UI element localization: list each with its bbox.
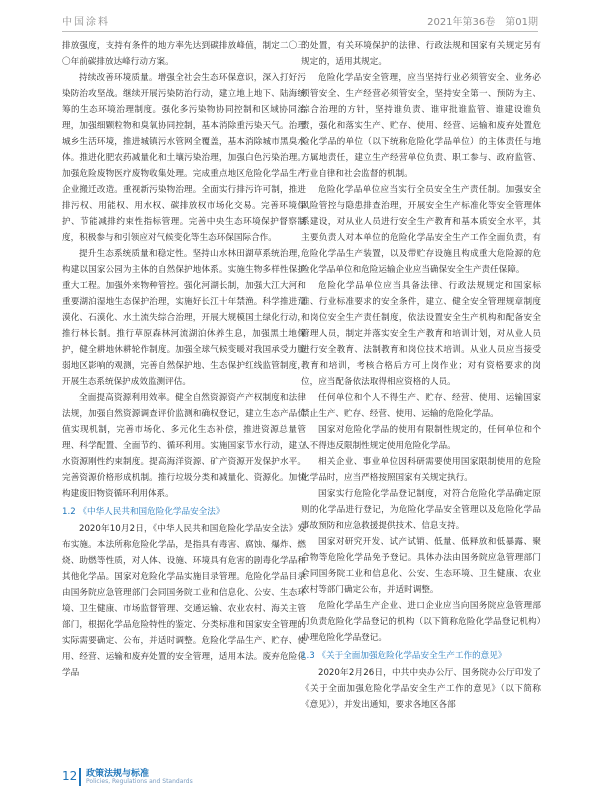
paragraph: 危险化学品单位应当实行全员安全生产责任制。加强安全风险管控与隐患排查治理，开展安全生产标准化等安全管理体系建设，对从业人员进行安全生产教育和基本质安全水平，其主要负责人对本单位的危险化学品安全生产工作全面负责，有危险化学品生产装置，以及带贮存设施且构成重大危险源的危险化学品单位和危险运输企业应当确保安全生产责任保障。 — [301, 185, 541, 275]
paragraph: 危险化学品单位应当具备法律、行政法规规定和国家标准、行业标准要求的安全条件，建立、健全安全管理规章制度和岗位安全生产责任制度，依法设置安全生产机构和配备安全管理人员，制定并落实安全生产教育和培训计划，对从业人员进行安全教育、法制教育和岗位技术培训。从业人员应当接受教育和培训，考核合格后方可上岗作业；对有资格要求的岗位，应当配备依法取得相应资格的人员。 — [301, 281, 541, 387]
paragraph: 2020年10月2日，《中华人民共和国危险化学品安全法》发布实施。本法所称危险化学品，是指具有毒害、腐蚀、爆炸、燃烧、助燃等性质，对人体、设施、环境具有危害的剧毒化学品和其他化学品。国家对危险化学品实施目录管理。危险化学品目录由国务院应急管理部门会同国务院工业和信息化、公安、生态环境、卫生健康、市场监督管理、交通运输、农业农村、海关主管部门，根据化学品危险特性的鉴定、分类标准和国家安全管理的实际需要确定、公布，并适时调整。危险化学品生产、贮存、使用、经营、运输和废弃处置的安全管理，适用本法。废弃危险化学品 — [62, 524, 306, 678]
section-heading: 1.2 《中华人民共和国危险化学品安全法》 — [62, 507, 225, 517]
paragraph: 国家实行危险化学品登记制度，对符合危险化学品确定原则的化学品进行登记，为危险化学品安全管理以及危险化学品事故预防和应急救援提供技术、信息支持。 — [301, 489, 541, 531]
paragraph: 危险化学品生产企业、进口企业应当向国务院应急管理部门负责危险化学品登记的机构（以下简称危险化学品登记机构）办理危险化学品登记。 — [301, 601, 541, 643]
page-header — [0, 0, 600, 40]
footer-section-title-en: Policies, Regulations and Standards — [86, 778, 193, 785]
paragraph: 全面提高资源利用效率。健全自然资源资产产权制度和法律法规，加强自然资源调查评价监测和确权登记，建立生态产品价值实现机制，完善市场化、多元化生态补偿，推进资源总量管理、科学配置、全面节约、循环利用。实施国家节水行动，建立水资源刚性约束制度。提高海洋资源、矿产资源开发保护水平。完善资源价格形成机制。推行垃圾分类和减量化、资源化。加快构建废旧物资循环利用体系。 — [62, 393, 306, 499]
paragraph: 相关企业、事业单位因科研需要使用国家限制使用的危险化学品时，应当严格按照国家有关规定执行。 — [301, 457, 541, 483]
header-rule — [62, 31, 538, 32]
paragraph: 危险化学品安全管理，应当坚持行业必须管安全、业务必须管安全、生产经营必须管安全，坚持安全第一、预防为主、综合治理的方针，坚持谁负责、谁审批谁监管、谁建设谁负责，强化和落实生产、贮存、使用、经营、运输和废弃处置危险化学品的单位（以下统称危险化学品单位）的主体责任与地方属地责任，建立生产经营单位负责、职工参与、政府监管、行业自律和社会监督的机制。 — [301, 73, 541, 179]
paragraph: 任何单位和个人不得生产、贮存、经营、使用、运输国家禁止生产、贮存、经营、使用、运输的危险化学品。 — [301, 393, 541, 419]
journal-name: 中国涂料 — [62, 17, 110, 28]
paragraph: 持续改善环境质量。增强全社会生态环保意识，深入打好污染防治攻坚战。继续开展污染防治行动，建立地上地下、陆海统筹的生态环境治理制度。强化多污染物协同控制和区域协同治理，加强细颗粒物和臭氧协同控制，基本消除重污染天气。治理城乡生活环境，推进城镇污水管网全覆盖，基本消除城市黑臭水体。推进化肥农药减量化和土壤污染治理，加强白色污染治理。加强危险废物医疗废物收集处理。完成重点地区危险化学品生产企业搬迁改造。重视新污染物治理。全面实行排污许可制，推进排污权、用能权、用水权、碳排放权市场化交易。完善环境保护、节能减排约束性指标管理。完善中央生态环境保护督察制度，积极参与和引领应对气候变化等生态环保国际合作。 — [62, 73, 306, 243]
page-number: 12 — [62, 769, 78, 783]
paragraph: 提升生态系统质量和稳定性。坚持山水林田湖草系统治理，构建以国家公园为主体的自然保护地体系。实施生物多样性保护重大工程。加强外来物种管控。强化河湖长制，加强大江大河和重要湖泊湿地生态保护治理，实施好长江十年禁渔。科学推进荒漠化、石漠化、水土流失综合治理，开展大规模国土绿化行动，推行林长制。推行草原森林河流湖泊休养生息，加强黑土地保护，健全耕地休耕轮作制度。加强全球气候变暖对我国承受力脆弱地区影响的观测，完善自然保护地、生态保护红线监管制度，开展生态系统保护成效监测评估。 — [62, 249, 306, 387]
issue-info: 2021年第36卷 第01期 — [427, 17, 538, 28]
paragraph: 2020年2月26日，中共中央办公厅、国务院办公厅印发了《关于全面加强危险化学品安全生产工作的意见》（以下简称《意见》），并发出通知，要求各地区各部 — [301, 668, 541, 710]
footer-section-title: 政策法规与标准 — [86, 769, 150, 779]
section-heading: 1.3 《关于全面加强危险化学品安全生产工作的意见》 — [301, 651, 507, 661]
footer-accent-bar — [79, 768, 81, 786]
page-footer — [62, 762, 362, 792]
right-column — [301, 38, 541, 713]
paragraph: 排放强度，支持有条件的地方率先达到碳排放峰值，制定二〇三〇年前碳排放达峰行动方案。 — [62, 41, 306, 67]
left-column — [62, 38, 306, 681]
paragraph: 国家对研究开发、试产试销、低量、低释放和低暴露、聚合物等危险化学品免予登记。具体办法由国务院应急管理部门会同国务院工业和信息化、公安、生态环境、卫生健康、农业农村等部门确定公布，并适时调整。 — [301, 537, 541, 595]
paragraph: 的处置，有关环境保护的法律、行政法规和国家有关规定另有规定的，适用其规定。 — [301, 41, 541, 67]
paragraph: 国家对危险化学品的使用有限制性规定的，任何单位和个人不得违反限制性规定使用危险化学品。 — [301, 425, 541, 451]
